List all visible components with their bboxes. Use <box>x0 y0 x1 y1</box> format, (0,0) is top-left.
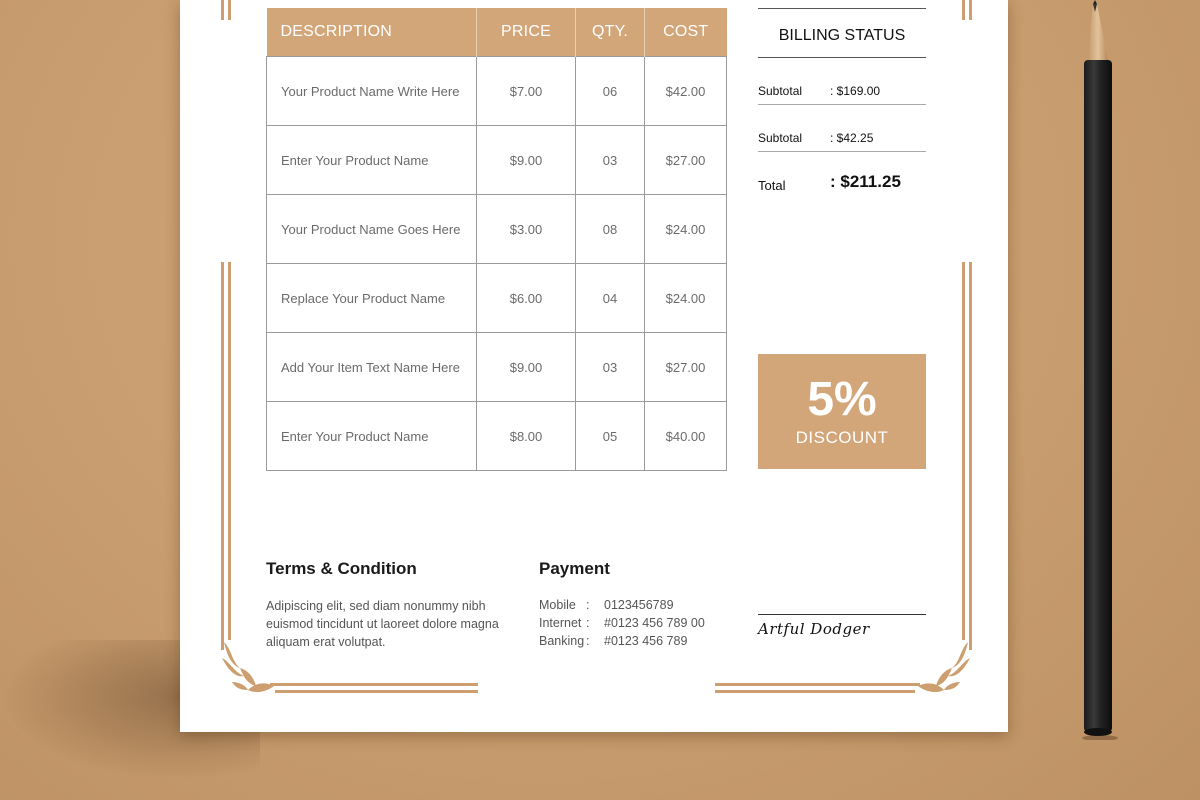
terms-section <box>266 559 506 651</box>
item-cost: $27.00 <box>645 333 727 402</box>
payment-value: 0123456789 <box>604 598 674 612</box>
item-description: Add Your Item Text Name Here <box>267 333 477 402</box>
billing-status <box>758 8 926 198</box>
frame-line <box>969 262 972 650</box>
table-row <box>267 195 727 264</box>
item-price: $8.00 <box>477 402 576 471</box>
total-value: : $211.25 <box>830 172 901 191</box>
payment-row <box>539 598 739 616</box>
payment-label: Mobile <box>539 598 576 612</box>
frame-line <box>228 0 231 20</box>
payment-section <box>539 559 739 652</box>
discount-label: DISCOUNT <box>795 428 889 447</box>
discount-percent: 5% <box>807 373 877 426</box>
total-label: Total <box>758 178 786 193</box>
payment-label: Internet <box>539 616 582 630</box>
frame-line <box>221 262 224 650</box>
payment-row <box>539 616 739 634</box>
item-cost: $24.00 <box>645 195 727 264</box>
discount-badge <box>758 354 926 469</box>
payment-label: Banking <box>539 634 585 648</box>
terms-title: Terms & Condition <box>266 559 417 578</box>
frame-line <box>962 262 965 640</box>
frame-line <box>228 262 231 640</box>
payment-value: #0123 456 789 00 <box>604 616 705 630</box>
frame-line <box>969 0 972 20</box>
payment-separator: : <box>586 634 590 648</box>
table-row <box>267 333 727 402</box>
frame-line <box>715 683 920 686</box>
item-description: Your Product Name Write Here <box>267 57 477 126</box>
item-description: Your Product Name Goes Here <box>267 195 477 264</box>
billing-row <box>758 58 926 105</box>
items-table <box>266 8 727 471</box>
item-description: Replace Your Product Name <box>267 264 477 333</box>
table-row <box>267 402 727 471</box>
payment-row <box>539 634 739 652</box>
item-price: $3.00 <box>477 195 576 264</box>
column-header-price: PRICE <box>477 8 576 57</box>
billing-value: : $169.00 <box>830 84 881 98</box>
floral-ornament-icon <box>916 638 974 694</box>
frame-line <box>221 0 224 20</box>
column-header-cost: COST <box>645 8 727 57</box>
frame-line <box>715 690 915 693</box>
billing-label: Subtotal <box>758 131 803 145</box>
frame-line <box>962 0 965 20</box>
frame-line <box>275 690 478 693</box>
table-header-row <box>267 8 727 57</box>
signature-line <box>758 614 926 615</box>
item-price: $9.00 <box>477 126 576 195</box>
payment-separator: : <box>586 616 590 630</box>
item-qty: 06 <box>576 57 645 126</box>
column-header-qty: QTY. <box>576 8 645 57</box>
item-cost: $42.00 <box>645 57 727 126</box>
billing-total-row <box>758 152 926 198</box>
table-row <box>267 126 727 195</box>
item-qty: 03 <box>576 126 645 195</box>
billing-value: : $42.25 <box>830 131 874 145</box>
terms-text: Adipiscing elit, sed diam nonummy nibh euismod tincidunt ut laoreet dolore magna aliquam erat volutpat. <box>266 599 499 649</box>
payment-title: Payment <box>539 559 610 578</box>
item-description: Enter Your Product Name <box>267 402 477 471</box>
item-cost: $40.00 <box>645 402 727 471</box>
item-description: Enter Your Product Name <box>267 126 477 195</box>
item-qty: 04 <box>576 264 645 333</box>
item-qty: 03 <box>576 333 645 402</box>
item-qty: 05 <box>576 402 645 471</box>
billing-row <box>758 105 926 152</box>
item-qty: 08 <box>576 195 645 264</box>
item-cost: $24.00 <box>645 264 727 333</box>
table-row <box>267 264 727 333</box>
frame-line <box>270 683 478 686</box>
item-price: $7.00 <box>477 57 576 126</box>
item-price: $9.00 <box>477 333 576 402</box>
pencil-icon <box>1078 0 1122 740</box>
signature: Artful Dodger <box>758 620 870 638</box>
item-cost: $27.00 <box>645 126 727 195</box>
item-price: $6.00 <box>477 264 576 333</box>
table-row <box>267 57 727 126</box>
payment-value: #0123 456 789 <box>604 634 688 648</box>
billing-label: Subtotal <box>758 84 803 98</box>
billing-title: BILLING STATUS <box>758 9 926 58</box>
invoice-page <box>180 0 1008 732</box>
payment-separator: : <box>586 598 590 612</box>
column-header-description: DESCRIPTION <box>267 8 477 57</box>
